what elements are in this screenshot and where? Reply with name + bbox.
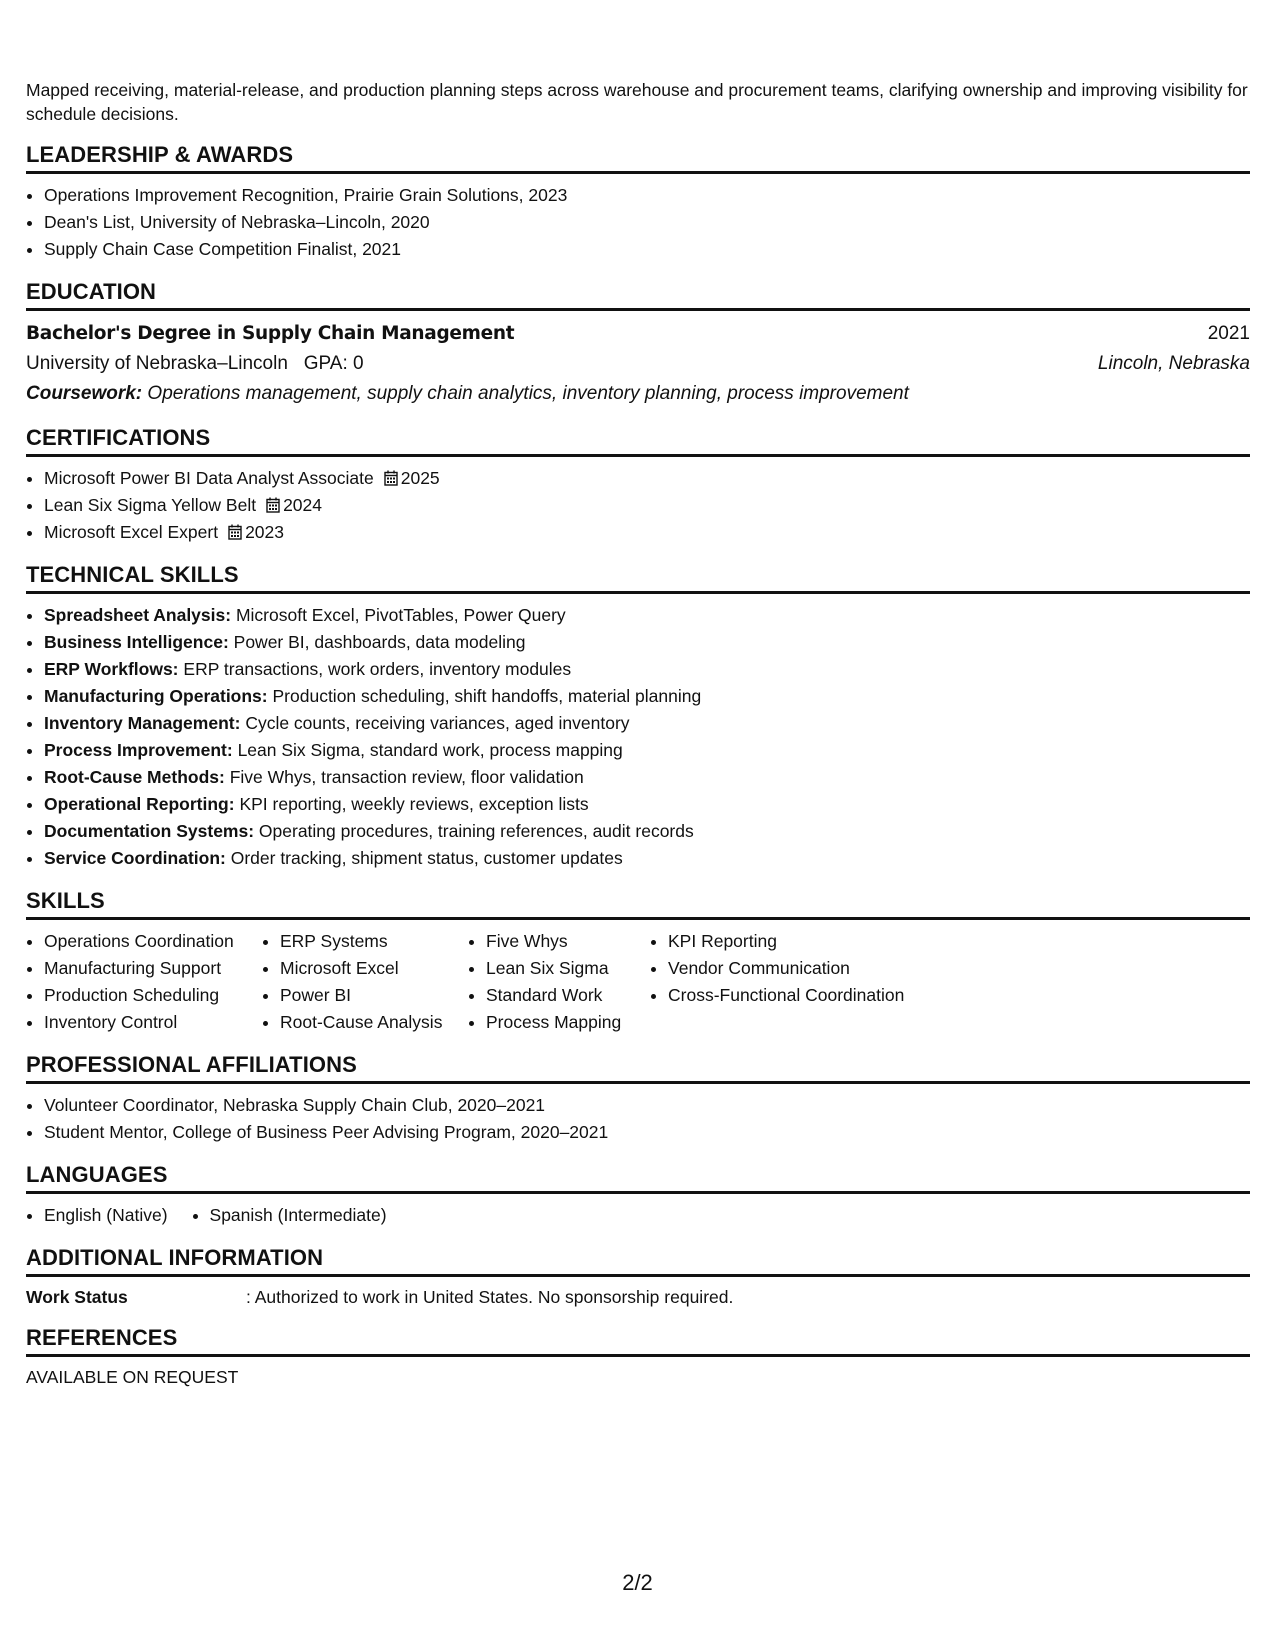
education-school-row <box>26 349 1250 379</box>
list-item: • Operations Improvement Recognition, Prairie Grain Solutions, 2023 <box>44 182 1250 209</box>
work-status-value: : Authorized to work in United States. No sponsorship required. <box>246 1287 734 1307</box>
list-item: • KPI Reporting <box>668 928 968 955</box>
technical-skills-section <box>26 562 1250 872</box>
additional-info-section <box>26 1245 1250 1309</box>
section-title-affiliations: PROFESSIONAL AFFILIATIONS <box>26 1052 1250 1084</box>
skills-column <box>26 928 262 1036</box>
certification-year: 2023 <box>245 522 285 542</box>
skills-columns <box>26 928 1250 1036</box>
coursework-text: Operations management, supply chain analytics, inventory planning, process improvement <box>147 383 909 404</box>
school-location: Lincoln, Nebraska <box>1097 353 1250 374</box>
languages-list <box>26 1202 1250 1229</box>
list-item <box>44 683 1250 710</box>
coursework-row <box>26 379 1250 409</box>
list-item: • Power BI <box>280 982 468 1009</box>
degree-title: Bachelor's Degree in Supply Chain Management <box>26 323 515 344</box>
work-status-label: Work Status <box>26 1287 128 1307</box>
section-title-certifications: CERTIFICATIONS <box>26 425 1250 457</box>
affiliations-list <box>26 1092 1250 1146</box>
skill-details: Power BI, dashboards, data modeling <box>233 632 526 652</box>
languages-section <box>26 1162 1250 1229</box>
affiliations-section <box>26 1052 1250 1146</box>
education-section <box>26 279 1250 409</box>
calendar-icon <box>228 524 242 540</box>
list-item <box>44 656 1250 683</box>
certification-name: Lean Six Sigma Yellow Belt <box>44 495 257 515</box>
list-item: • Root-Cause Analysis <box>280 1009 468 1036</box>
list-item <box>44 791 1250 818</box>
skill-details: Order tracking, shipment status, customer updates <box>230 848 623 868</box>
skill-details: Five Whys, transaction review, floor validation <box>229 767 584 787</box>
coursework-label: Coursework: <box>26 383 143 404</box>
list-item: • Volunteer Coordinator, Nebraska Supply Chain Club, 2020–2021 <box>44 1092 1250 1119</box>
list-item: • English (Native) <box>44 1202 168 1229</box>
certification-name: Microsoft Excel Expert <box>44 522 219 542</box>
list-item <box>44 845 1250 872</box>
gpa: GPA: 0 <box>303 353 364 374</box>
certification-name: Microsoft Power BI Data Analyst Associate <box>44 468 374 488</box>
skill-category: Manufacturing Operations: <box>44 686 268 706</box>
skill-details: Operating procedures, training references, audit records <box>258 821 694 841</box>
technical-skills-list <box>26 602 1250 872</box>
skills-column <box>262 928 468 1036</box>
school-name: University of Nebraska–Lincoln <box>26 353 288 374</box>
skill-category: Operational Reporting: <box>44 794 235 814</box>
list-item: • Manufacturing Support <box>44 955 262 982</box>
leadership-list <box>26 182 1250 263</box>
list-item: • ERP Systems <box>280 928 468 955</box>
calendar-icon <box>266 497 280 513</box>
skill-details: Production scheduling, shift handoffs, material planning <box>272 686 702 706</box>
list-item <box>44 737 1250 764</box>
section-title-leadership: LEADERSHIP & AWARDS <box>26 142 1250 174</box>
list-item <box>44 465 1250 492</box>
skills-column <box>650 928 968 1036</box>
section-title-references: REFERENCES <box>26 1325 1250 1357</box>
calendar-icon <box>384 470 398 486</box>
certification-year: 2024 <box>283 495 323 515</box>
certifications-list <box>26 465 1250 546</box>
list-item <box>44 764 1250 791</box>
list-item: • Operations Coordination <box>44 928 262 955</box>
certification-year: 2025 <box>400 468 440 488</box>
section-title-education: EDUCATION <box>26 279 1250 311</box>
graduation-year: 2021 <box>1207 323 1250 344</box>
skill-category: Business Intelligence: <box>44 632 229 652</box>
certifications-section <box>26 425 1250 546</box>
skill-details: ERP transactions, work orders, inventory modules <box>183 659 572 679</box>
resume-page <box>26 78 1250 1389</box>
skill-category: Service Coordination: <box>44 848 226 868</box>
leadership-section <box>26 142 1250 263</box>
skill-category: Documentation Systems: <box>44 821 255 841</box>
list-item <box>44 818 1250 845</box>
skill-details: Lean Six Sigma, standard work, process mapping <box>237 740 623 760</box>
skill-category: Inventory Management: <box>44 713 241 733</box>
language-entry <box>26 1202 168 1229</box>
skills-column <box>468 928 650 1036</box>
list-item <box>44 602 1250 629</box>
references-section <box>26 1325 1250 1389</box>
list-item: • Dean's List, University of Nebraska–Lincoln, 2020 <box>44 209 1250 236</box>
list-item <box>44 710 1250 737</box>
section-title-additional-info: ADDITIONAL INFORMATION <box>26 1245 1250 1277</box>
page-number: 2/2 <box>622 1570 653 1595</box>
section-title-languages: LANGUAGES <box>26 1162 1250 1194</box>
list-item: • Lean Six Sigma <box>486 955 650 982</box>
list-item <box>44 492 1250 519</box>
list-item: • Production Scheduling <box>44 982 262 1009</box>
list-item: • Student Mentor, College of Business Peer Advising Program, 2020–2021 <box>44 1119 1250 1146</box>
skill-category: Spreadsheet Analysis: <box>44 605 232 625</box>
work-status-row <box>26 1285 1250 1309</box>
list-item: • Standard Work <box>486 982 650 1009</box>
skill-details: Microsoft Excel, PivotTables, Power Query <box>235 605 566 625</box>
skill-details: KPI reporting, weekly reviews, exception lists <box>239 794 589 814</box>
list-item: • Spanish (Intermediate) <box>210 1202 387 1229</box>
list-item: • Microsoft Excel <box>280 955 468 982</box>
skills-section <box>26 888 1250 1036</box>
skill-details: Cycle counts, receiving variances, aged inventory <box>245 713 630 733</box>
skill-category: Process Improvement: <box>44 740 233 760</box>
section-title-technical-skills: TECHNICAL SKILLS <box>26 562 1250 594</box>
skill-category: Root-Cause Methods: <box>44 767 225 787</box>
list-item: • Vendor Communication <box>668 955 968 982</box>
language-entry <box>192 1202 387 1229</box>
list-item: • Supply Chain Case Competition Finalist, 2021 <box>44 236 1250 263</box>
references-text: AVAILABLE ON REQUEST <box>26 1367 239 1387</box>
list-item: • Five Whys <box>486 928 650 955</box>
list-item: • Inventory Control <box>44 1009 262 1036</box>
experience-description: Mapped receiving, material-release, and production planning steps across warehouse and procurement teams, clarifying ownership and improving visibility for schedule decisions. <box>26 80 1248 124</box>
list-item: • Process Mapping <box>486 1009 650 1036</box>
education-degree-row <box>26 319 1250 349</box>
skill-category: ERP Workflows: <box>44 659 179 679</box>
list-item: • Cross-Functional Coordination <box>668 982 968 1009</box>
section-title-skills: SKILLS <box>26 888 1250 920</box>
list-item <box>44 519 1250 546</box>
list-item <box>44 629 1250 656</box>
